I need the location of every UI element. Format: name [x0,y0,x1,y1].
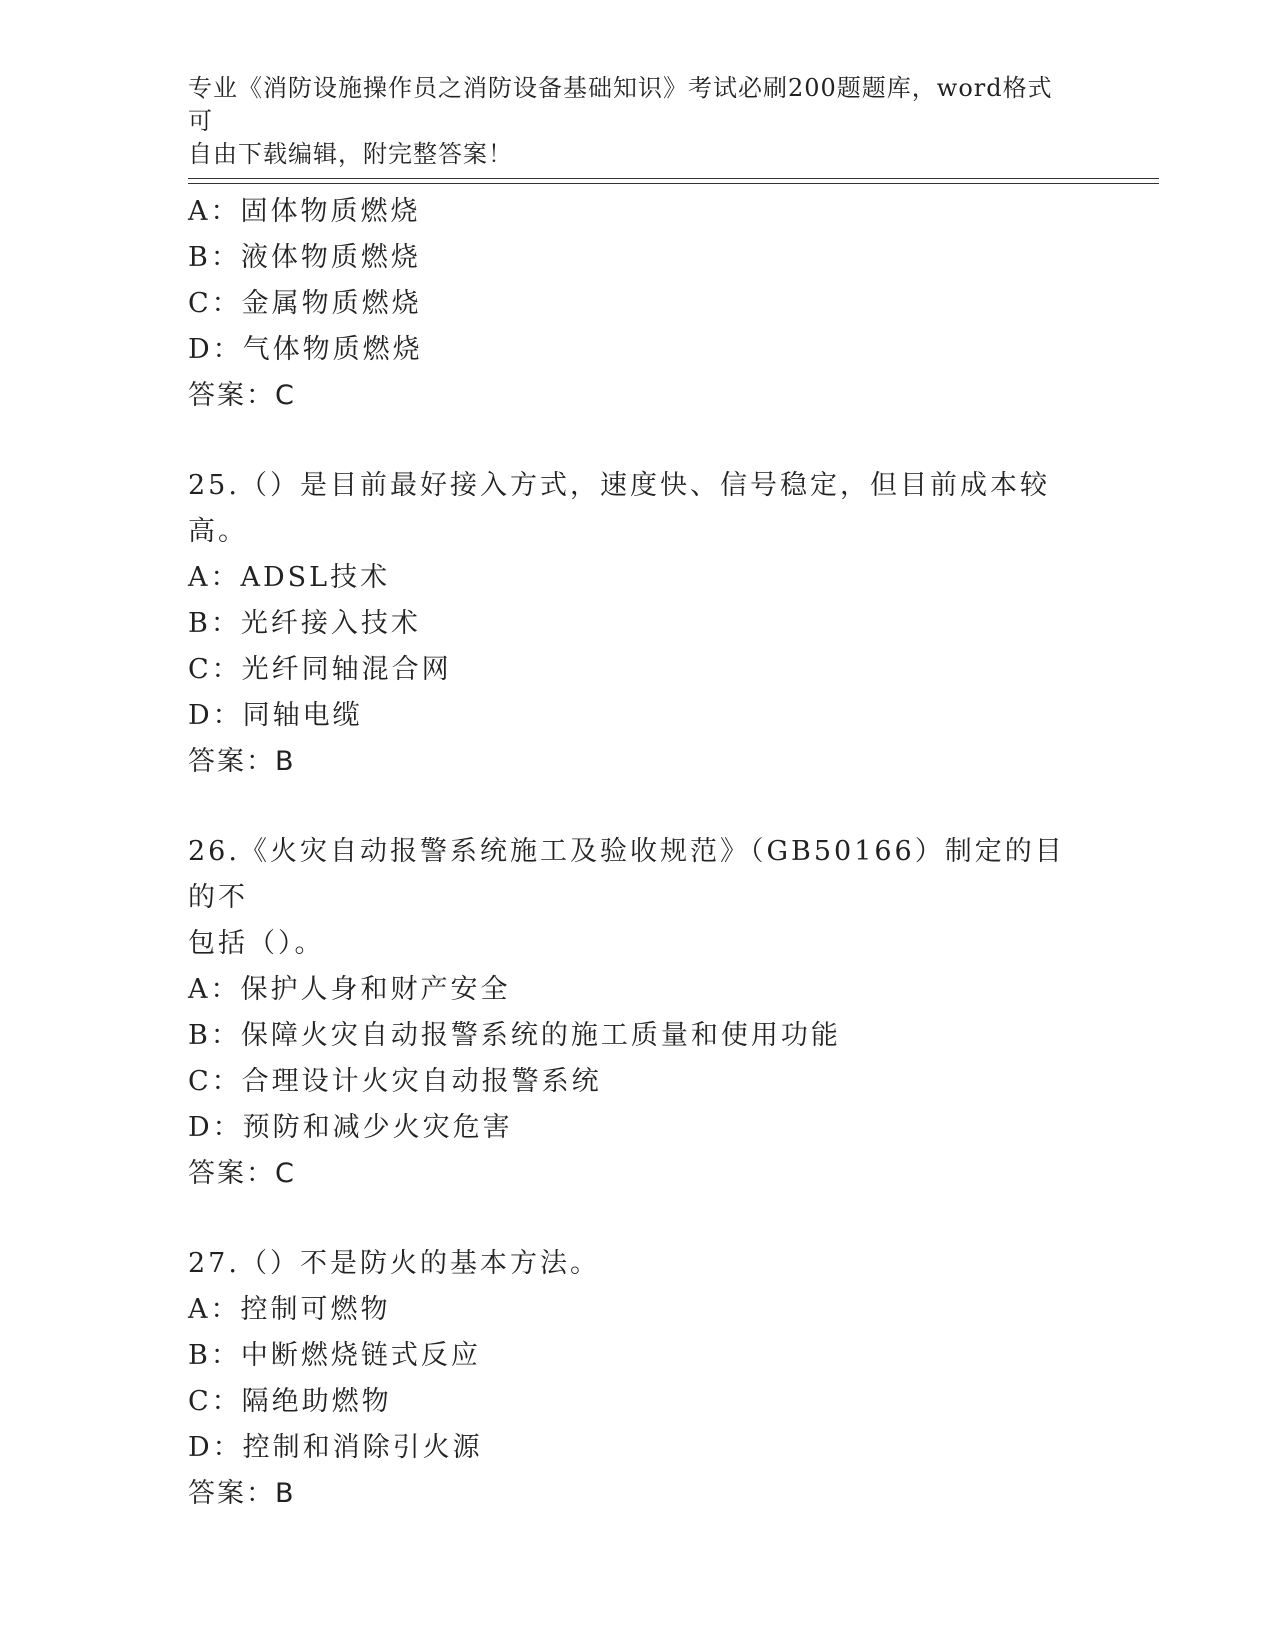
answer: 答案：C [188,380,296,411]
question-stem-continued: 包括（）。 [188,928,325,959]
question-25 [188,463,1088,785]
answer: 答案：B [188,746,296,777]
answer: 答案：B [188,1478,296,1509]
question-27 [188,1241,1088,1517]
option-b: B：液体物质燃烧 [188,242,421,273]
question-26 [188,829,1088,1197]
continued-question-24 [188,189,1088,419]
header-line-1: 专业《消防设施操作员之消防设备基础知识》考试必刷200题题库，word格式可 [188,74,1053,135]
option-a: A：控制可燃物 [188,1294,391,1325]
option-b: B：保障火灾自动报警系统的施工质量和使用功能 [188,1020,841,1051]
option-d: D：同轴电缆 [188,700,363,731]
option-c: C：金属物质燃烧 [188,288,422,319]
header-divider [188,178,1159,184]
option-d: D：控制和消除引火源 [188,1432,483,1463]
option-b: B：光纤接入技术 [188,608,421,639]
option-c: C：光纤同轴混合网 [188,654,452,685]
question-stem: 26.《火灾自动报警系统施工及验收规范》（GB50166）制定的目的不 [188,836,1065,913]
option-d: D：预防和减少火灾危害 [188,1112,513,1143]
option-b: B：中断燃烧链式反应 [188,1340,481,1371]
answer: 答案：C [188,1158,296,1189]
option-a: A：ADSL技术 [188,562,391,593]
option-c: C：隔绝助燃物 [188,1386,392,1417]
document-header [188,72,1068,171]
header-line-2: 自由下载编辑，附完整答案！ [188,140,513,168]
question-list [188,189,1088,1561]
question-stem: 25.（）是目前最好接入方式，速度快、信号稳定，但目前成本较高。 [188,470,1050,547]
question-stem: 27.（）不是防火的基本方法。 [188,1248,600,1279]
option-a: A：保护人身和财产安全 [188,974,511,1005]
option-c: C：合理设计火灾自动报警系统 [188,1066,602,1097]
option-d: D：气体物质燃烧 [188,334,423,365]
option-a: A：固体物质燃烧 [188,196,421,227]
